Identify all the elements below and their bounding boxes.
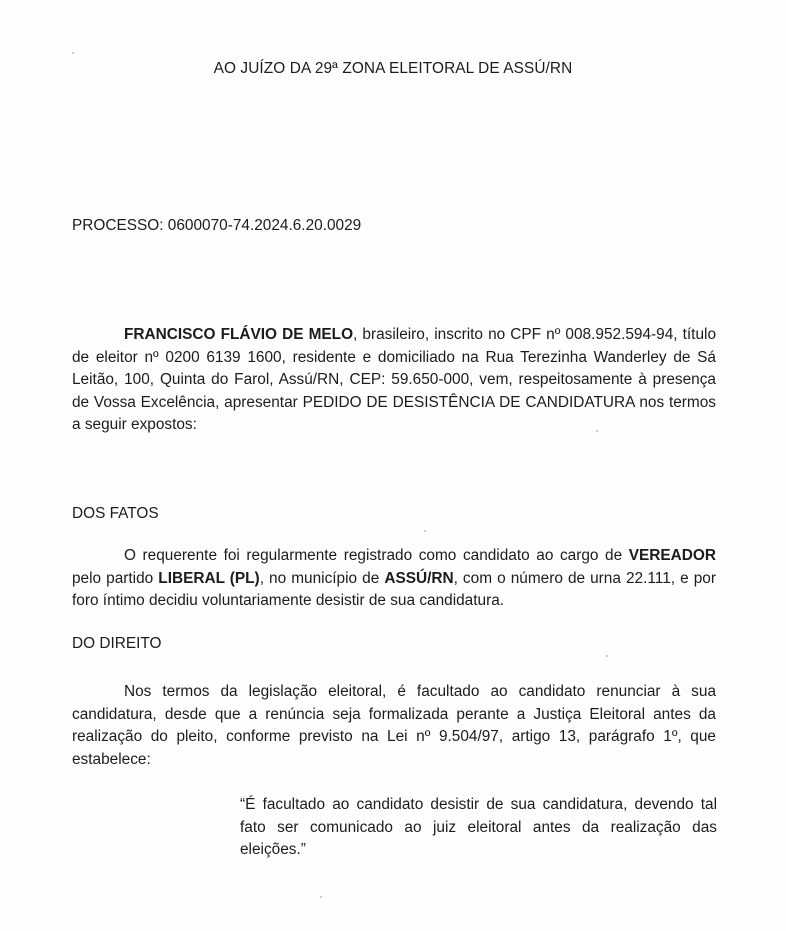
facts-text-1: O requerente foi regularmente registrado como candidato ao cargo de bbox=[124, 547, 629, 564]
facts-city: ASSÚ/RN bbox=[384, 569, 454, 587]
facts-party: LIBERAL (PL) bbox=[158, 569, 260, 587]
law-heading: DO DIREITO bbox=[72, 635, 162, 652]
scan-speck bbox=[606, 655, 608, 657]
intro-text: , brasileiro, inscrito no CPF nº 008.952.594-94, título de eleitor nº 0200 6139 1600, residente e domiciliado na Rua Terezinha Wanderley de Sá Leitão, 100, Quinta do Farol, Assú/RN, CEP: 59.650-000, vem, respeitosamente à presença de Vossa Excelência, apresentar PEDIDO DE DESISTÊNCIA DE CANDIDATURA nos termos a seguir expostos: bbox=[72, 326, 716, 434]
facts-text-4: , com o número de urna 22.111, e por foro íntimo decidiu voluntariamente desistir de sua candidatura. bbox=[72, 569, 716, 610]
facts-text-3: , no município de bbox=[259, 569, 385, 587]
facts-heading: DOS FATOS bbox=[72, 505, 159, 522]
scan-speck bbox=[320, 896, 322, 898]
facts-text-2: pelo partido bbox=[72, 569, 159, 587]
scan-speck bbox=[424, 530, 426, 532]
law-quote: “É facultado ao candidato desistir de sua candidatura, devendo tal fato ser comunicado ao juiz eleitoral antes da realização das eleições.” bbox=[240, 796, 717, 859]
scan-speck bbox=[72, 52, 74, 54]
petitioner-name: FRANCISCO FLÁVIO DE MELO bbox=[124, 326, 354, 343]
law-text: Nos termos da legislação eleitoral, é facultado ao candidato renunciar à sua candidatura, desde que a renúncia seja formalizada perante a Justiça Eleitoral antes da realização do pleito, conforme previsto na Lei nº 9.504/97, artigo 13, parágrafo 1º, que estabelece: bbox=[72, 683, 716, 768]
intro-paragraph bbox=[72, 324, 716, 437]
document-heading: AO JUÍZO DA 29ª ZONA ELEITORAL DE ASSÚ/RN bbox=[213, 60, 573, 77]
scan-speck bbox=[596, 430, 598, 432]
process-number: PROCESSO: 0600070-74.2024.6.20.0029 bbox=[72, 217, 362, 234]
law-paragraph bbox=[72, 681, 716, 771]
facts-paragraph bbox=[72, 545, 716, 613]
facts-role: VEREADOR bbox=[628, 547, 716, 564]
